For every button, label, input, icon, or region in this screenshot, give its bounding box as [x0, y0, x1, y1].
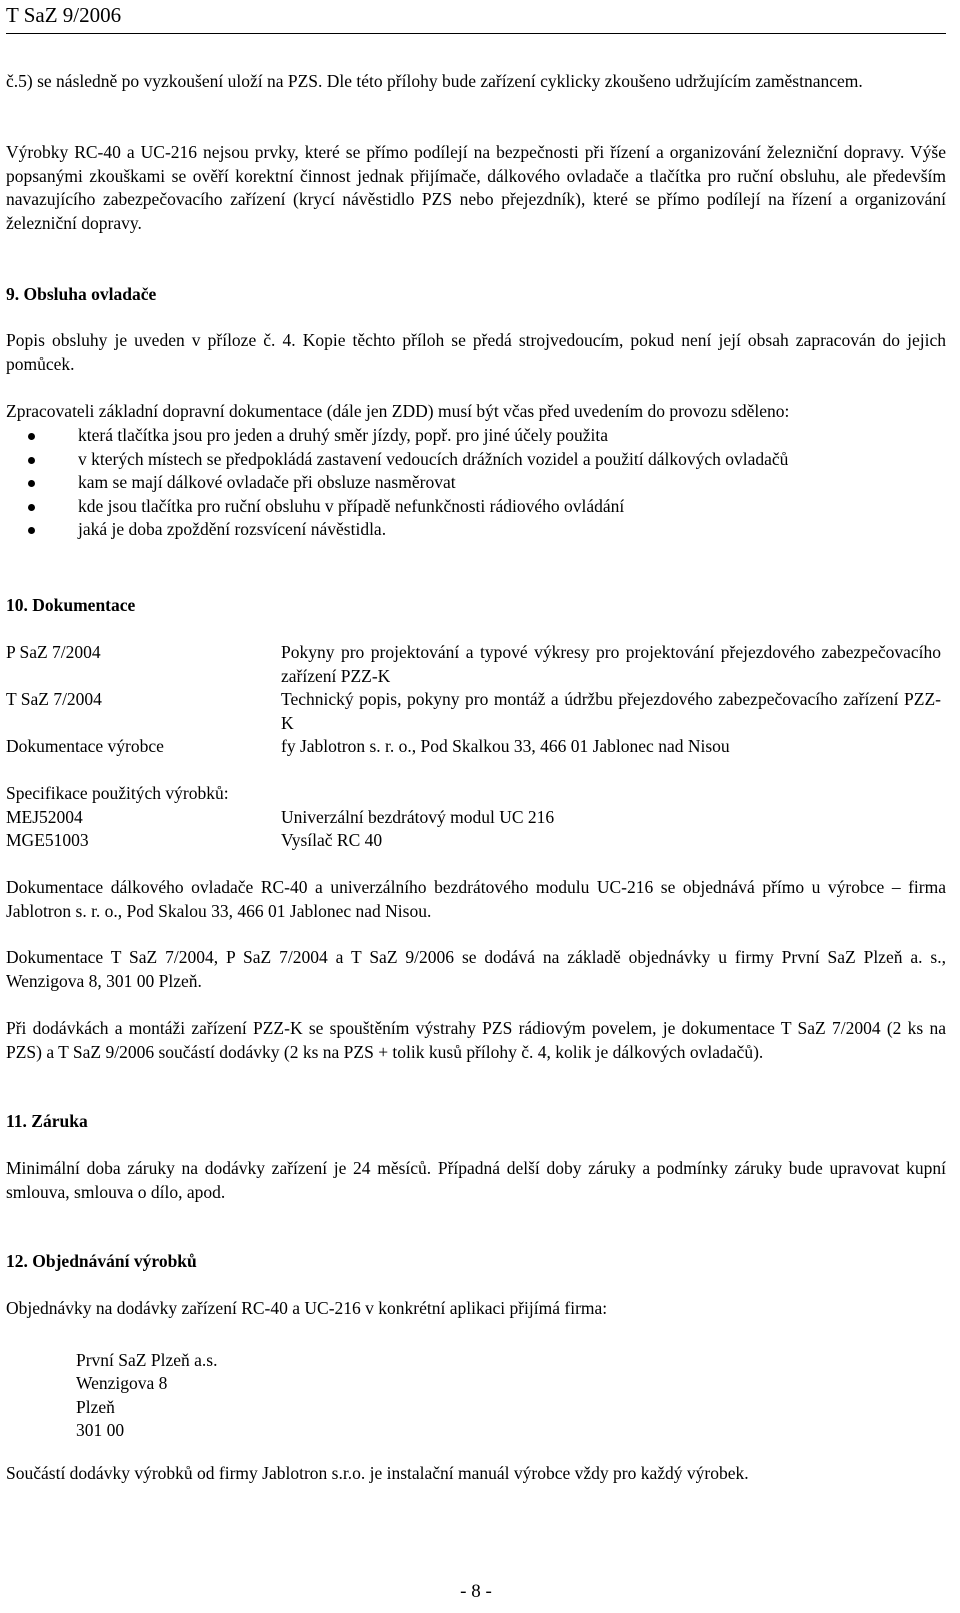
doc-name: T SaZ 7/2004 [6, 689, 102, 709]
bullet-icon [28, 457, 35, 464]
list-item: kam se mají dálkové ovladače při obsluze nasměrovat [6, 471, 946, 495]
address-line: Plzeň [76, 1397, 115, 1417]
running-header: T SaZ 9/2006 [6, 3, 122, 27]
section-10-paragraph-2: Dokumentace T SaZ 7/2004, P SaZ 7/2004 a T SaZ 9/2006 se dodává na základě objednávky u firmy První SaZ Plzeň a. s., Wenzigova 8, 301 00 Plzeň. [6, 947, 946, 991]
section-11-heading: 11. Záruka [6, 1111, 88, 1131]
header-rule [6, 33, 946, 34]
doc-description: fy Jablotron s. r. o., Pod Skalkou 33, 466 01 Jablonec nad Nisou [281, 736, 730, 756]
spec-code: MEJ52004 [6, 807, 83, 827]
intro-paragraph-2: Výrobky RC-40 a UC-216 nejsou prvky, které se přímo podílejí na bezpečnosti při řízení a organizování železniční dopravy. Výše popsanými zkouškami se ověří korektní činnost jednak přijímače, dálkového ovladače a tlačítka pro ruční obsluhu, ale především navazujícího zabezpečovacího zařízení (krycí návěstidlo PZS nebo přejezdník), které se přímo podílejí na řízení a organizování železniční dopravy. [6, 142, 946, 233]
bullet-icon [28, 480, 35, 487]
section-9-heading: 9. Obsluha ovladače [6, 284, 157, 304]
section-12-paragraph-1: Objednávky na dodávky zařízení RC-40 a UC-216 v konkrétní aplikaci přijímá firma: [6, 1298, 608, 1318]
bullet-icon [28, 527, 35, 534]
address-line: První SaZ Plzeň a.s. [76, 1350, 218, 1370]
section-11-paragraph-1: Minimální doba záruky na dodávky zařízení je 24 měsíců. Případná delší doby záruky a podmínky záruky bude upravovat kupní smlouva, smlouva o dílo, apod. [6, 1158, 946, 1202]
section-10-heading: 10. Dokumentace [6, 595, 136, 615]
spec-code: MGE51003 [6, 830, 89, 850]
section-12-heading: 12. Objednávání výrobků [6, 1251, 197, 1271]
section-9-paragraph-1: Popis obsluhy je uveden v příloze č. 4. Kopie těchto příloh se předá strojvedoucím, pokud není její obsah zapracován do jejich pomůcek. [6, 330, 946, 374]
list-item: která tlačítka jsou pro jeden a druhý směr jízdy, popř. pro jiné účely použita [6, 424, 946, 448]
doc-description: Pokyny pro projektování a typové výkresy pro projektování přejezdového zabezpečovacího zařízení PZZ-K [281, 642, 941, 686]
spec-description: Univerzální bezdrátový modul UC 216 [281, 807, 555, 827]
bullet-icon [28, 433, 35, 440]
section-9-paragraph-2: Zpracovateli základní dopravní dokumentace (dále jen ZDD) musí být včas před uvedením do provozu sděleno: [6, 401, 790, 421]
doc-description: Technický popis, pokyny pro montáž a údržbu přejezdového zabezpečovacího zařízení PZZ-K [281, 689, 941, 733]
page-number: - 8 - [460, 1581, 492, 1602]
intro-paragraph-1: č.5) se následně po vyzkoušení uloží na PZS. Dle této přílohy bude zařízení cyklicky zkoušeno udržujícím zaměstnancem. [6, 71, 863, 91]
bullet-icon [28, 504, 35, 511]
doc-name: Dokumentace výrobce [6, 736, 164, 756]
list-item: jaká je doba zpoždění rozsvícení návěstidla. [6, 518, 946, 542]
doc-name: P SaZ 7/2004 [6, 642, 101, 662]
section-12-paragraph-2: Součástí dodávky výrobků od firmy Jablotron s.r.o. je instalační manuál výrobce vždy pro každý výrobek. [6, 1463, 749, 1483]
address-line: 301 00 [76, 1420, 125, 1440]
zdd-bullet-list [6, 424, 946, 542]
list-item: v kterých místech se předpokládá zastavení vedoucích drážních vozidel a použití dálkových ovladačů [6, 448, 946, 472]
section-10-paragraph-3: Při dodávkách a montáži zařízení PZZ-K se spouštěním výstrahy PZS rádiovým povelem, je dokumentace T SaZ 7/2004 (2 ks na PZS) a T SaZ 9/2006 součástí dodávky (2 ks na PZS + tolik kusů přílohy č. 4, kolik je dálkových ovladačů). [6, 1018, 946, 1062]
list-item: kde jsou tlačítka pro ruční obsluhu v případě nefunkčnosti rádiového ovládání [6, 495, 946, 519]
spec-heading: Specifikace použitých výrobků: [6, 783, 229, 803]
section-10-paragraph-1: Dokumentace dálkového ovladače RC-40 a univerzálního bezdrátového modulu UC-216 se objednává přímo u výrobce – firma Jablotron s. r. o., Pod Skalou 33, 466 01 Jablonec nad Nisou. [6, 877, 946, 921]
address-line: Wenzigova 8 [76, 1373, 168, 1393]
spec-description: Vysílač RC 40 [281, 830, 383, 850]
